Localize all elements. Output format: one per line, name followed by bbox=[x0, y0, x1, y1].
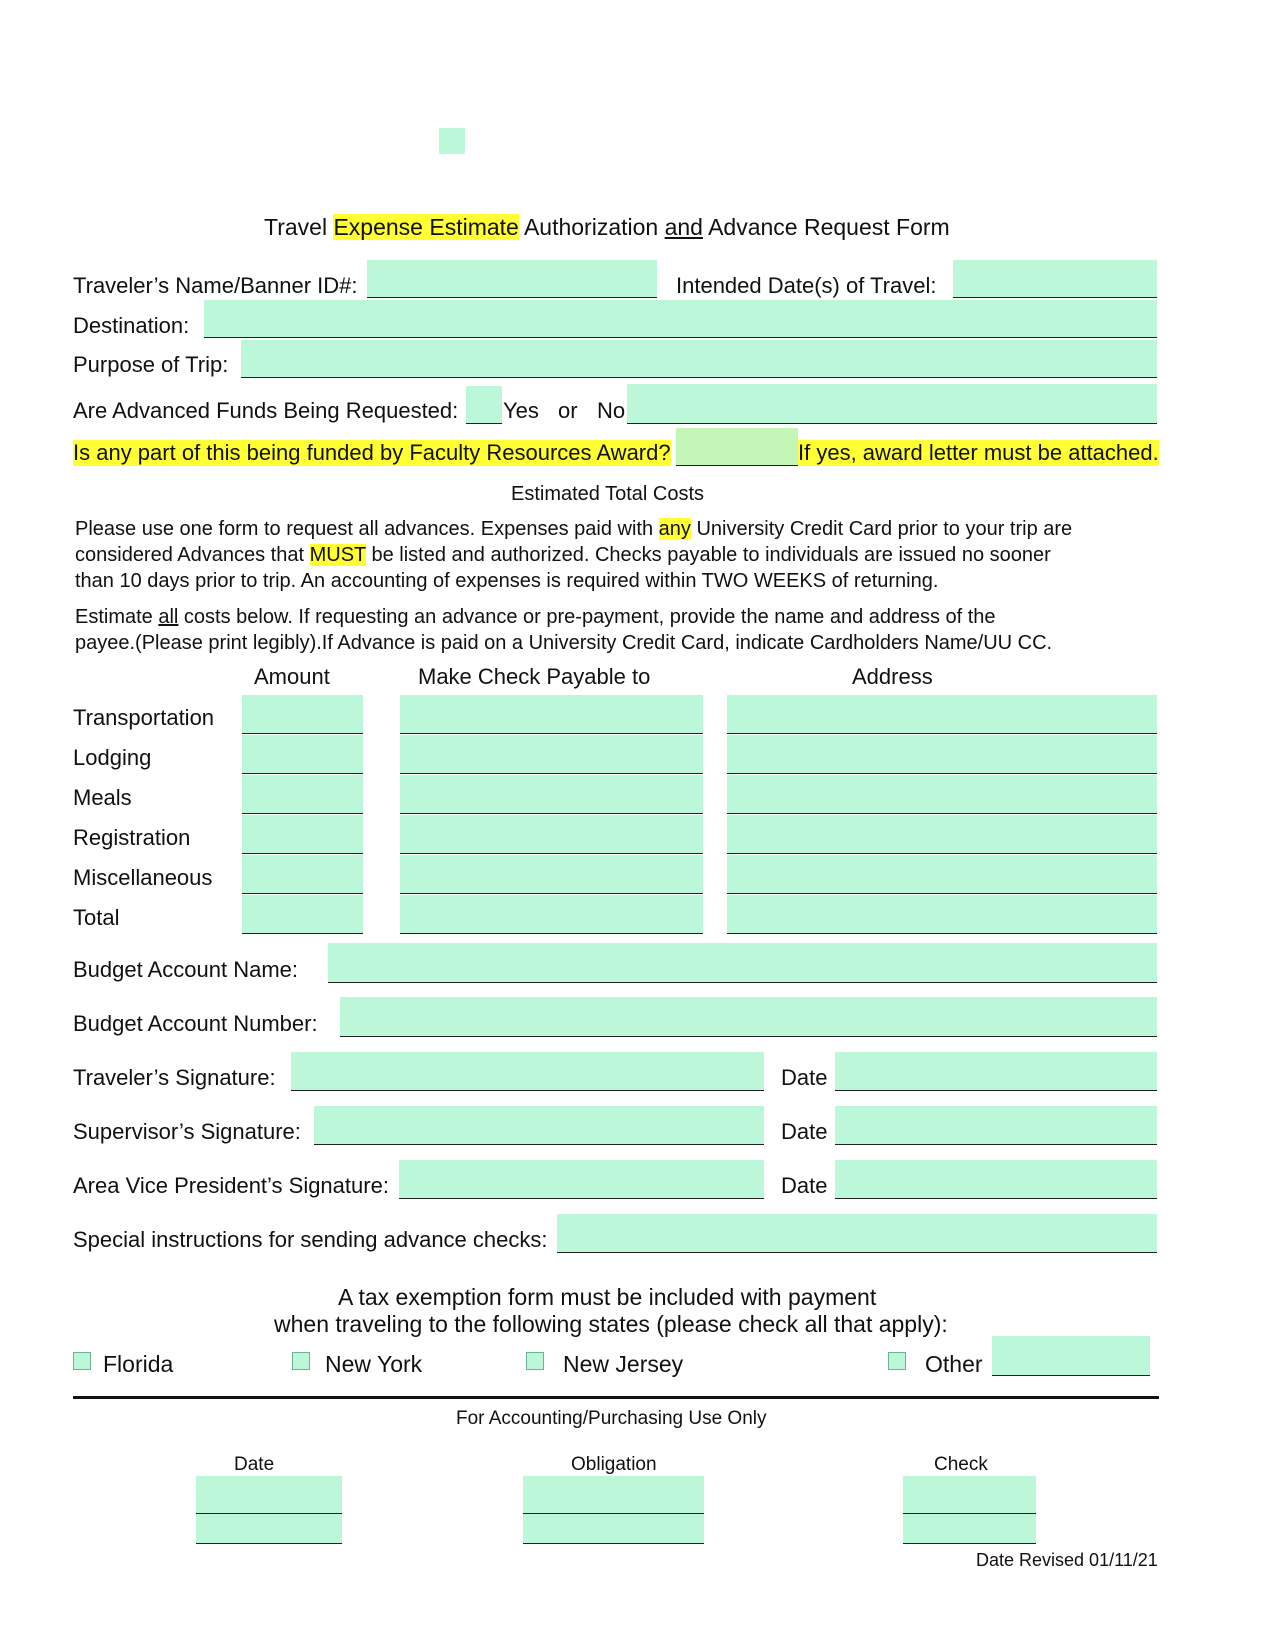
avp-date-label: Date bbox=[781, 1173, 828, 1198]
miscellaneous-address[interactable] bbox=[727, 855, 1157, 894]
date-revised: Date Revised 01/11/21 bbox=[976, 1550, 1158, 1570]
advanced-funds-no-field[interactable] bbox=[627, 384, 1157, 424]
or-label: or bbox=[558, 398, 578, 423]
supervisor-signature-field[interactable] bbox=[314, 1106, 764, 1145]
supervisor-signature-label: Supervisor’s Signature: bbox=[73, 1119, 301, 1144]
transportation-payable[interactable] bbox=[400, 695, 703, 734]
row-label-registration: Registration bbox=[73, 825, 191, 850]
avp-signature-field[interactable] bbox=[399, 1160, 764, 1199]
other-state-field[interactable] bbox=[992, 1336, 1150, 1376]
row-label-total: Total bbox=[73, 905, 120, 930]
title-mid: Authorization bbox=[518, 214, 665, 240]
lodging-address[interactable] bbox=[727, 735, 1157, 774]
instructions-line-2: considered Advances that MUST be listed and authorized. Checks payable to individuals are issued no sooner bbox=[75, 544, 1051, 566]
faculty-award-note: If yes, award letter must be attached. bbox=[798, 440, 1159, 465]
accounting-obligation-field-2[interactable] bbox=[523, 1514, 704, 1544]
column-amount: Amount bbox=[254, 664, 330, 689]
special-instructions-field[interactable] bbox=[557, 1214, 1157, 1253]
estimate-line-1: Estimate all costs below. If requesting an advance or pre-payment, provide the name and address of the bbox=[75, 606, 996, 628]
row-label-lodging: Lodging bbox=[73, 745, 152, 770]
estimate-line-2: payee.(Please print legibly).If Advance is paid on a University Credit Card, indicate Cardholders Name/UU CC. bbox=[75, 632, 1053, 654]
estimate-paragraph bbox=[75, 604, 1052, 656]
new-jersey-label: New Jersey bbox=[563, 1351, 684, 1377]
traveler-name-field[interactable] bbox=[367, 260, 657, 298]
special-instructions-label: Special instructions for sending advance checks: bbox=[73, 1227, 548, 1252]
tax-line-1: A tax exemption form must be included with payment bbox=[338, 1284, 877, 1310]
yes-label: Yes bbox=[503, 398, 539, 423]
faculty-award-question: Is any part of this being funded by Faculty Resources Award? bbox=[73, 440, 671, 465]
title-post: Advance Request Form bbox=[702, 214, 950, 240]
new-york-checkbox[interactable] bbox=[292, 1352, 310, 1370]
instructions-line-1: Please use one form to request all advances. Expenses paid with any University Credit Card prior to your trip are bbox=[75, 518, 1073, 540]
budget-account-name-label: Budget Account Name: bbox=[73, 957, 299, 982]
column-payable: Make Check Payable to bbox=[418, 664, 651, 689]
title-pre: Travel bbox=[264, 214, 334, 240]
accounting-check-label: Check bbox=[934, 1454, 988, 1475]
instructions-paragraph bbox=[75, 516, 1072, 594]
purpose-field[interactable] bbox=[241, 340, 1157, 378]
meals-payable[interactable] bbox=[400, 775, 703, 814]
supervisor-date-label: Date bbox=[781, 1119, 828, 1144]
traveler-date-label: Date bbox=[781, 1065, 828, 1090]
traveler-name-label: Traveler’s Name/Banner ID#: bbox=[73, 273, 358, 298]
total-address[interactable] bbox=[727, 895, 1157, 934]
travel-dates-label: Intended Date(s) of Travel: bbox=[676, 273, 937, 298]
avp-date-field[interactable] bbox=[835, 1160, 1157, 1199]
title-highlight: Expense Estimate bbox=[333, 214, 519, 240]
florida-checkbox[interactable] bbox=[73, 1352, 91, 1370]
total-payable[interactable] bbox=[400, 895, 703, 934]
accounting-obligation-field-1[interactable] bbox=[523, 1476, 704, 1514]
avp-signature-label: Area Vice President’s Signature: bbox=[73, 1173, 389, 1198]
registration-amount[interactable] bbox=[242, 815, 363, 854]
traveler-date-field[interactable] bbox=[835, 1052, 1157, 1091]
accounting-date-field-1[interactable] bbox=[196, 1476, 342, 1514]
top-form-field[interactable] bbox=[439, 128, 465, 154]
accounting-date-field-2[interactable] bbox=[196, 1514, 342, 1544]
budget-account-name-field[interactable] bbox=[328, 943, 1157, 983]
accounting-heading: For Accounting/Purchasing Use Only bbox=[456, 1408, 767, 1429]
accounting-obligation-label: Obligation bbox=[571, 1454, 657, 1475]
destination-label: Destination: bbox=[73, 313, 190, 338]
page-title bbox=[264, 214, 950, 240]
other-label: Other bbox=[925, 1351, 983, 1377]
total-amount[interactable] bbox=[242, 895, 363, 934]
accounting-divider bbox=[73, 1396, 1159, 1399]
traveler-signature-field[interactable] bbox=[291, 1052, 764, 1091]
meals-amount[interactable] bbox=[242, 775, 363, 814]
registration-address[interactable] bbox=[727, 815, 1157, 854]
purpose-label: Purpose of Trip: bbox=[73, 352, 229, 377]
estimated-costs-heading: Estimated Total Costs bbox=[511, 483, 705, 505]
advanced-funds-label: Are Advanced Funds Being Requested: bbox=[73, 398, 459, 423]
row-label-miscellaneous: Miscellaneous bbox=[73, 865, 213, 890]
supervisor-date-field[interactable] bbox=[835, 1106, 1157, 1145]
miscellaneous-amount[interactable] bbox=[242, 855, 363, 894]
registration-payable[interactable] bbox=[400, 815, 703, 854]
row-label-transportation: Transportation bbox=[73, 705, 215, 730]
instructions-line-3: than 10 days prior to trip. An accounting of expenses is required within TWO WEEKS of returning. bbox=[75, 570, 939, 592]
title-and: and bbox=[664, 214, 703, 240]
accounting-check-field-2[interactable] bbox=[903, 1514, 1036, 1544]
florida-label: Florida bbox=[103, 1351, 174, 1377]
new-york-label: New York bbox=[325, 1351, 423, 1377]
advanced-funds-yes-field[interactable] bbox=[466, 386, 502, 424]
traveler-signature-label: Traveler’s Signature: bbox=[73, 1065, 276, 1090]
row-label-meals: Meals bbox=[73, 785, 132, 810]
travel-dates-field[interactable] bbox=[953, 260, 1157, 298]
faculty-award-field[interactable] bbox=[676, 428, 798, 466]
meals-address[interactable] bbox=[727, 775, 1157, 814]
budget-account-number-label: Budget Account Number: bbox=[73, 1011, 318, 1036]
accounting-date-label: Date bbox=[234, 1454, 275, 1475]
no-label: No bbox=[597, 398, 626, 423]
lodging-amount[interactable] bbox=[242, 735, 363, 774]
budget-account-number-field[interactable] bbox=[340, 997, 1157, 1037]
destination-field[interactable] bbox=[204, 300, 1157, 338]
miscellaneous-payable[interactable] bbox=[400, 855, 703, 894]
lodging-payable[interactable] bbox=[400, 735, 703, 774]
new-jersey-checkbox[interactable] bbox=[526, 1352, 544, 1370]
accounting-check-field-1[interactable] bbox=[903, 1476, 1036, 1514]
other-checkbox[interactable] bbox=[888, 1352, 906, 1370]
transportation-amount[interactable] bbox=[242, 695, 363, 734]
transportation-address[interactable] bbox=[727, 695, 1157, 734]
tax-line-2: when traveling to the following states (please check all that apply): bbox=[274, 1311, 948, 1337]
column-address: Address bbox=[852, 664, 933, 689]
